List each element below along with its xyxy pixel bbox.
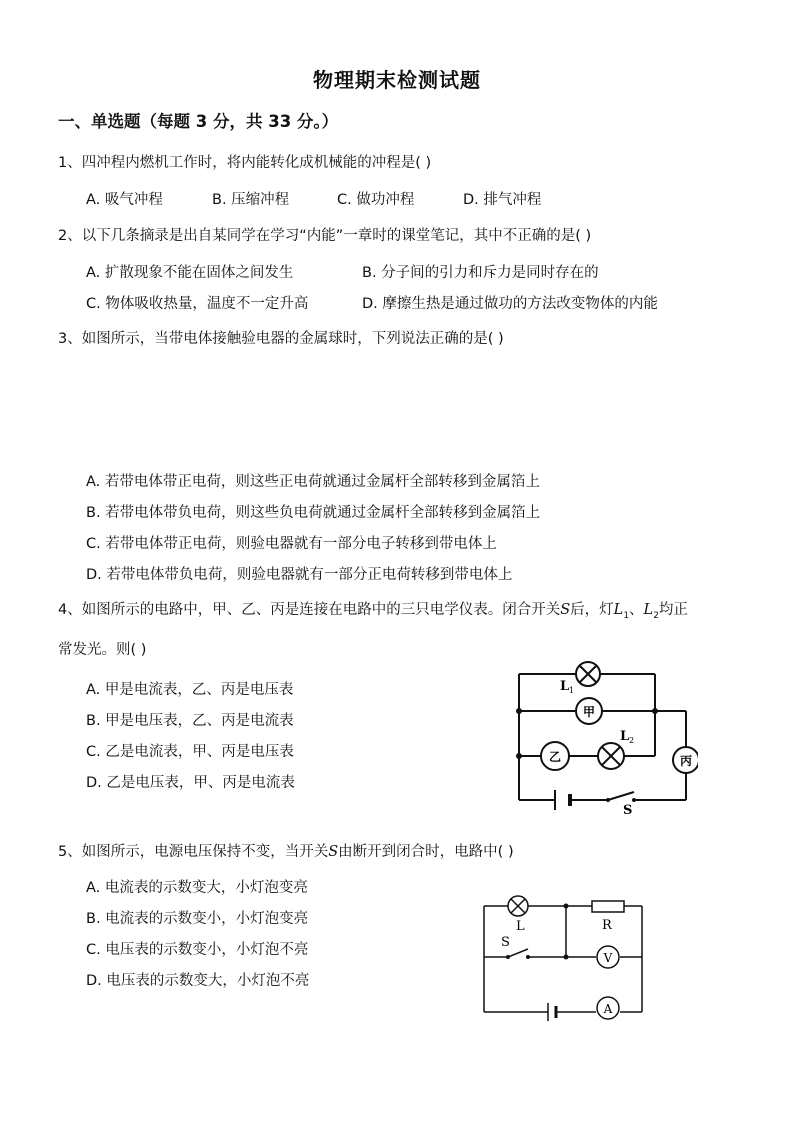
answer-paren: ( ) <box>487 331 504 347</box>
lamp-label-1: L <box>560 679 570 694</box>
section-heading: 一、单选题（每题 3 分，共 33 分。） <box>58 112 339 131</box>
q5-option-a: A. 电流表的示数变大，小灯泡变亮 <box>86 880 308 896</box>
q1-option-b: B. 压缩冲程 <box>212 192 290 208</box>
switch-symbol: S <box>328 844 339 860</box>
q3-option-d: D. 若带电体带负电荷，则验电器就有一部分正电荷转移到带电体上 <box>86 567 513 583</box>
question-4-text-c: 均正 <box>658 602 688 618</box>
lamp-label-2: L <box>620 729 630 744</box>
question-5-text-b: 由断开到闭合时，电路中 <box>338 844 498 860</box>
q4-option-a: A. 甲是电流表，乙、丙是电压表 <box>86 682 294 698</box>
q2-option-a: A. 扩散现象不能在固体之间发生 <box>86 265 294 281</box>
lamp-symbol-1: L <box>613 602 624 618</box>
question-1-stem <box>58 151 431 172</box>
q4-option-d: D. 乙是电压表，甲、丙是电流表 <box>86 775 295 791</box>
question-4-text: 4、如图所示的电路中，甲、乙、丙是连接在电路中的三只电学仪表。闭合开关 <box>58 602 561 618</box>
question-5-stem <box>58 840 514 861</box>
q5-circuit-diagram <box>478 890 650 1022</box>
lamp-symbol-2: L <box>643 602 654 618</box>
resistor-icon <box>592 901 624 912</box>
answer-paren: ( ) <box>415 155 432 171</box>
meter-label-yi: 乙 <box>548 750 562 764</box>
meter-label-bing: 丙 <box>679 754 693 768</box>
lamp-label: L <box>516 919 525 934</box>
switch-label: S <box>623 803 633 816</box>
q4-option-c: C. 乙是电流表，甲、丙是电压表 <box>86 744 294 760</box>
page-title: 物理期末检测试题 <box>313 68 481 92</box>
q5-option-c: C. 电压表的示数变小，小灯泡不亮 <box>86 942 309 958</box>
question-4-stem-line1 <box>58 598 688 621</box>
lamp-subscript-1: 1 <box>623 610 630 621</box>
question-2-text: 2、以下几条摘录是出自某同学在学习“内能”一章时的课堂笔记，其中不正确的是 <box>58 228 576 244</box>
q2-option-d: D. 摩擦生热是通过做功的方法改变物体的内能 <box>362 296 658 312</box>
q4-circuit-diagram <box>508 656 698 816</box>
question-4-text-b: 后，灯 <box>570 602 614 618</box>
lamp-label-2-sub: 2 <box>629 736 635 745</box>
lamp-icon <box>508 896 528 916</box>
q4-option-b: B. 甲是电压表，乙、丙是电流表 <box>86 713 294 729</box>
lamp-icon <box>598 743 624 769</box>
lamp-icon <box>576 662 600 686</box>
lamp-subscript-2: 2 <box>653 610 659 621</box>
separator: 、 <box>629 602 644 618</box>
q5-option-d: D. 电压表的示数变大，小灯泡不亮 <box>86 973 310 989</box>
question-3-text: 3、如图所示，当带电体接触验电器的金属球时，下列说法正确的是 <box>58 331 488 347</box>
question-1-text: 1、四冲程内燃机工作时，将内能转化成机械能的冲程是 <box>58 155 416 171</box>
question-2-stem <box>58 224 591 245</box>
q2-option-b: B. 分子间的引力和斥力是同时存在的 <box>362 265 599 281</box>
question-4-text-d: 常发光。则 <box>58 642 131 658</box>
q3-option-b: B. 若带电体带负电荷，则这些负电荷就通过金属杆全部转移到金属箔上 <box>86 505 541 521</box>
answer-paren: ( ) <box>130 642 147 658</box>
q1-option-c: C. 做功冲程 <box>337 192 415 208</box>
ammeter-label: A <box>603 1002 613 1016</box>
question-3-stem <box>58 327 504 348</box>
switch-label: S <box>501 935 510 950</box>
meter-label-jia: 甲 <box>582 705 596 719</box>
q2-option-c: C. 物体吸收热量，温度不一定升高 <box>86 296 309 312</box>
switch-symbol: S <box>560 602 571 618</box>
answer-paren: ( ) <box>497 844 514 860</box>
q1-option-a: A. 吸气冲程 <box>86 192 163 208</box>
question-5-text: 5、如图所示，电源电压保持不变，当开关 <box>58 844 329 860</box>
lamp-label-1-sub: 1 <box>569 686 575 695</box>
q3-option-c: C. 若带电体带正电荷，则验电器就有一部分电子转移到带电体上 <box>86 536 497 552</box>
answer-paren: ( ) <box>575 228 592 244</box>
question-4-stem-line2 <box>58 638 146 659</box>
q5-option-b: B. 电流表的示数变小，小灯泡变亮 <box>86 911 309 927</box>
q3-option-a: A. 若带电体带正电荷，则这些正电荷就通过金属杆全部转移到金属箔上 <box>86 474 540 490</box>
resistor-label: R <box>602 918 612 933</box>
voltmeter-label: V <box>603 951 613 965</box>
q1-option-d: D. 排气冲程 <box>463 192 542 208</box>
